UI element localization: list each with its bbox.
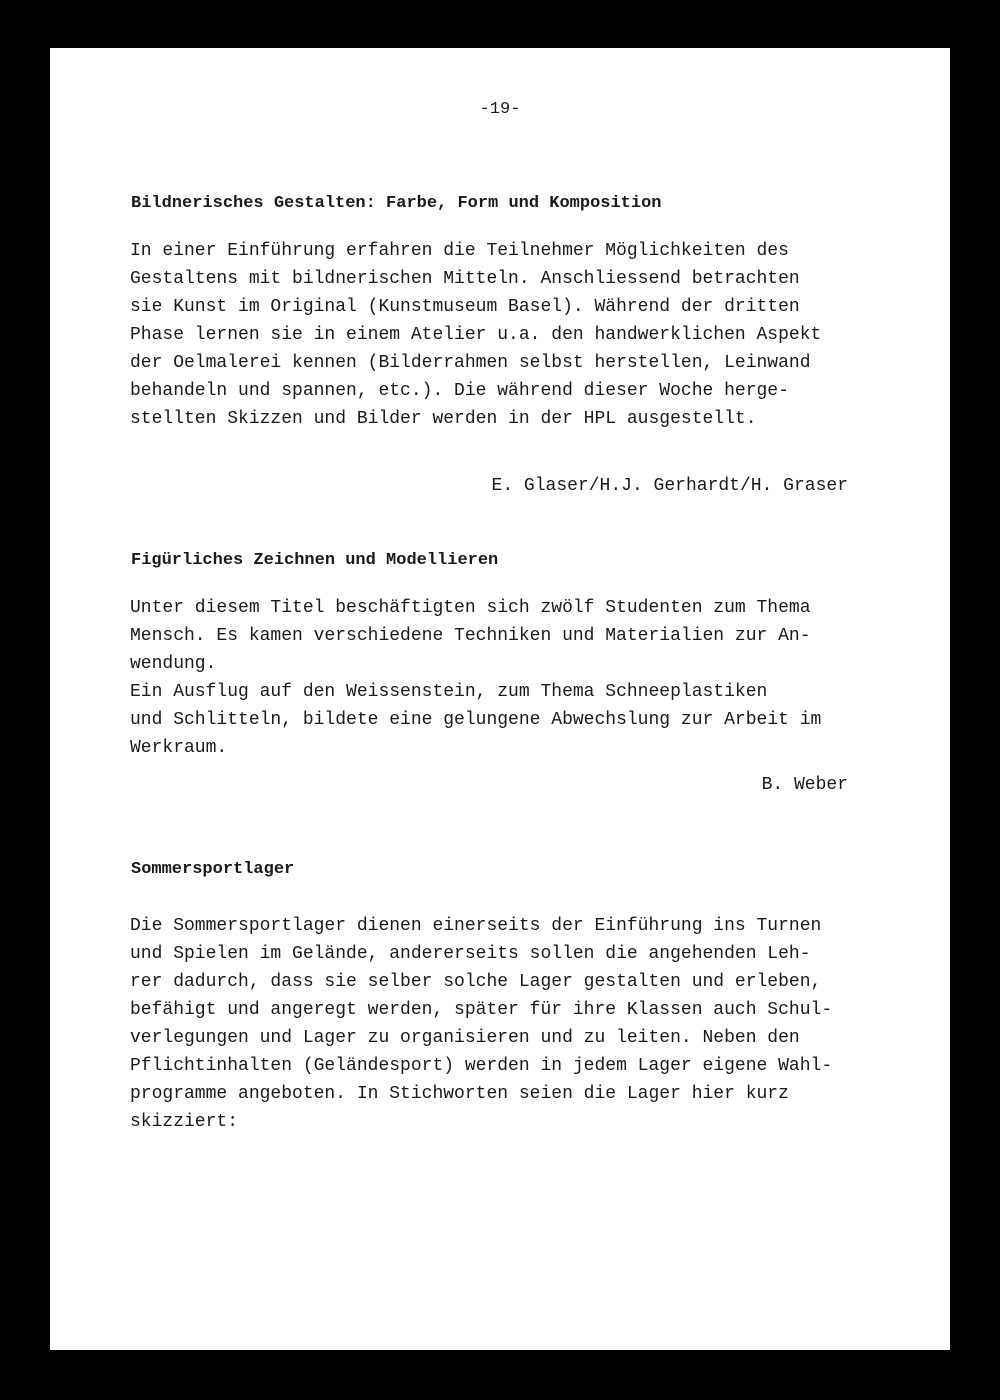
text-line: Gestaltens mit bildnerischen Mitteln. Anschliessend betrachten [130,269,800,289]
text-line: Ein Ausflug auf den Weissenstein, zum Thema Schneeplastiken [130,682,768,702]
text-line: wendung. [130,654,217,674]
page-number: -19- [479,100,521,119]
text-line: Phase lernen sie in einem Atelier u.a. den handwerklichen Aspekt [130,325,822,345]
section-body-sommersportlager [130,912,890,1136]
text-line: verlegungen und Lager zu organisieren und zu leiten. Neben den [130,1028,800,1048]
text-line: Werkraum. [130,738,228,758]
text-line: skizziert: [130,1112,239,1132]
section-heading-figuerliches-zeichnen: Figürliches Zeichnen und Modellieren [131,551,499,570]
text-line: behandeln und spannen, etc.). Die während dieser Woche herge- [130,381,789,401]
section-body-bildnerisches-gestalten [130,237,890,433]
text-line: Die Sommersportlager dienen einerseits der Einführung ins Turnen [130,916,822,936]
text-line: Mensch. Es kamen verschiedene Techniken und Materialien zur An- [130,626,811,646]
text-line: Unter diesem Titel beschäftigten sich zwölf Studenten zum Thema [130,598,811,618]
section-author-figuerliches-zeichnen: B. Weber [761,775,848,795]
text-line: In einer Einführung erfahren die Teilnehmer Möglichkeiten des [130,241,789,261]
text-line: rer dadurch, dass sie selber solche Lager gestalten und erleben, [130,972,822,992]
text-line: Pflichtinhalten (Geländesport) werden in jedem Lager eigene Wahl- [130,1056,833,1076]
text-line: befähigt und angeregt werden, später für ihre Klassen auch Schul- [130,1000,833,1020]
section-heading-bildnerisches-gestalten: Bildnerisches Gestalten: Farbe, Form und Komposition [131,194,662,213]
text-line: der Oelmalerei kennen (Bilderrahmen selbst herstellen, Leinwand [130,353,811,373]
section-author-bildnerisches-gestalten: E. Glaser/H.J. Gerhardt/H. Graser [491,476,848,496]
text-line: programme angeboten. In Stichworten seien die Lager hier kurz [130,1084,789,1104]
document-page [50,48,950,1350]
text-line: stellten Skizzen und Bilder werden in der HPL ausgestellt. [130,409,757,429]
text-line: und Schlitteln, bildete eine gelungene Abwechslung zur Arbeit im [130,710,822,730]
section-heading-sommersportlager: Sommersportlager [131,860,295,879]
section-body-figuerliches-zeichnen [130,594,890,762]
text-line: sie Kunst im Original (Kunstmuseum Basel). Während der dritten [130,297,800,317]
text-line: und Spielen im Gelände, andererseits sollen die angehenden Leh- [130,944,811,964]
